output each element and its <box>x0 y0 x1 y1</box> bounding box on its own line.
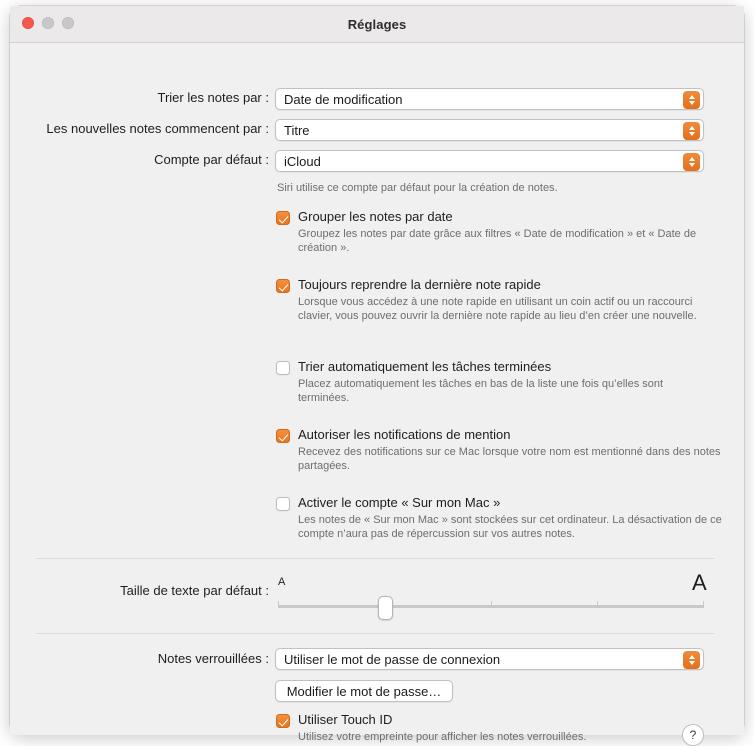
window-title: Réglages <box>347 16 407 32</box>
chevron-updown-icon <box>683 153 700 171</box>
slider-tick <box>597 601 598 608</box>
new-notes-value: Titre <box>284 122 310 138</box>
locked-notes-select[interactable] <box>275 648 704 670</box>
zoom-button[interactable] <box>62 17 74 29</box>
mention-notifications-label: Autoriser les notifications de mention <box>298 427 511 442</box>
slider-tick <box>703 601 704 608</box>
sort-completed-tasks-checkbox[interactable] <box>276 361 290 375</box>
mention-notifications-hint: Recevez des notifications sur ce Mac lorsque votre nom est mentionné dans des notes partagées. <box>298 446 721 472</box>
help-button[interactable]: ? <box>682 724 704 746</box>
locked-notes-value: Utiliser le mot de passe de connexion <box>284 651 501 667</box>
locked-notes-label-wrap <box>10 651 269 666</box>
resume-quick-note-hint: Lorsque vous accédez à une note rapide en utilisant un coin actif ou un raccourci clavier, vous pouvez ouvrir la dernière note rapide au lieu d’en créer une nouvelle. <box>298 296 697 322</box>
text-size-slider[interactable] <box>278 591 704 621</box>
minimize-button[interactable] <box>42 17 54 29</box>
default-account-label: Compte par défaut : <box>154 152 269 167</box>
default-account-label-wrap <box>10 152 269 167</box>
divider-top <box>36 558 714 559</box>
settings-window <box>10 6 744 743</box>
sort-label-wrap <box>10 90 269 105</box>
divider-bottom <box>36 633 714 634</box>
chevron-updown-icon <box>683 122 700 140</box>
slider-knob[interactable] <box>378 596 393 620</box>
chevron-updown-icon <box>683 91 700 109</box>
settings-content <box>10 43 744 743</box>
touch-id-hint: Utilisez votre empreinte pour afficher les notes verrouillées. <box>298 731 587 743</box>
window-titlebar <box>10 6 744 43</box>
sort-notes-label: Trier les notes par : <box>157 90 269 105</box>
sort-notes-select[interactable] <box>275 88 704 110</box>
traffic-lights <box>22 17 74 29</box>
close-button[interactable] <box>22 17 34 29</box>
sort-completed-tasks-label: Trier automatiquement les tâches terminées <box>298 359 552 374</box>
new-notes-label-wrap <box>10 121 269 136</box>
default-account-value: iCloud <box>284 153 321 169</box>
text-size-label: Taille de texte par défaut : <box>120 583 269 598</box>
on-my-mac-account-label: Activer le compte « Sur mon Mac » <box>298 495 501 510</box>
resume-quick-note-label: Toujours reprendre la dernière note rapide <box>298 277 541 292</box>
on-my-mac-account-hint: Les notes de « Sur mon Mac » sont stockées sur cet ordinateur. La désactivation de ce compte n’aura pas de répercussion sur vos autres notes. <box>298 514 722 540</box>
chevron-updown-icon <box>683 651 700 669</box>
default-account-select[interactable] <box>275 150 704 172</box>
group-by-date-checkbox[interactable] <box>276 211 290 225</box>
default-account-hint: Siri utilise ce compte par défaut pour la création de notes. <box>277 182 558 194</box>
locked-notes-label: Notes verrouillées : <box>157 651 269 666</box>
sort-completed-tasks-hint: Placez automatiquement les tâches en bas de la liste une fois qu’elles sont terminées. <box>298 378 664 404</box>
new-notes-label: Les nouvelles notes commencent par : <box>46 121 269 136</box>
sort-notes-value: Date de modification <box>284 91 403 107</box>
large-a-glyph: A <box>692 570 707 595</box>
group-by-date-hint: Groupez les notes par date grâce aux filtres « Date de modification » et « Date de création ». <box>298 228 697 254</box>
on-my-mac-account-checkbox[interactable] <box>276 497 290 511</box>
mention-notifications-checkbox[interactable] <box>276 429 290 443</box>
touch-id-label: Utiliser Touch ID <box>298 712 393 727</box>
slider-tick <box>278 601 279 608</box>
resume-quick-note-checkbox[interactable] <box>276 279 290 293</box>
small-a-glyph: A <box>278 576 286 588</box>
new-notes-select[interactable] <box>275 119 704 141</box>
group-by-date-label: Grouper les notes par date <box>298 209 453 224</box>
text-size-label-wrap <box>10 583 269 598</box>
touch-id-checkbox[interactable] <box>276 714 290 728</box>
change-password-button[interactable]: Modifier le mot de passe… <box>275 680 453 702</box>
slider-tick <box>491 601 492 608</box>
